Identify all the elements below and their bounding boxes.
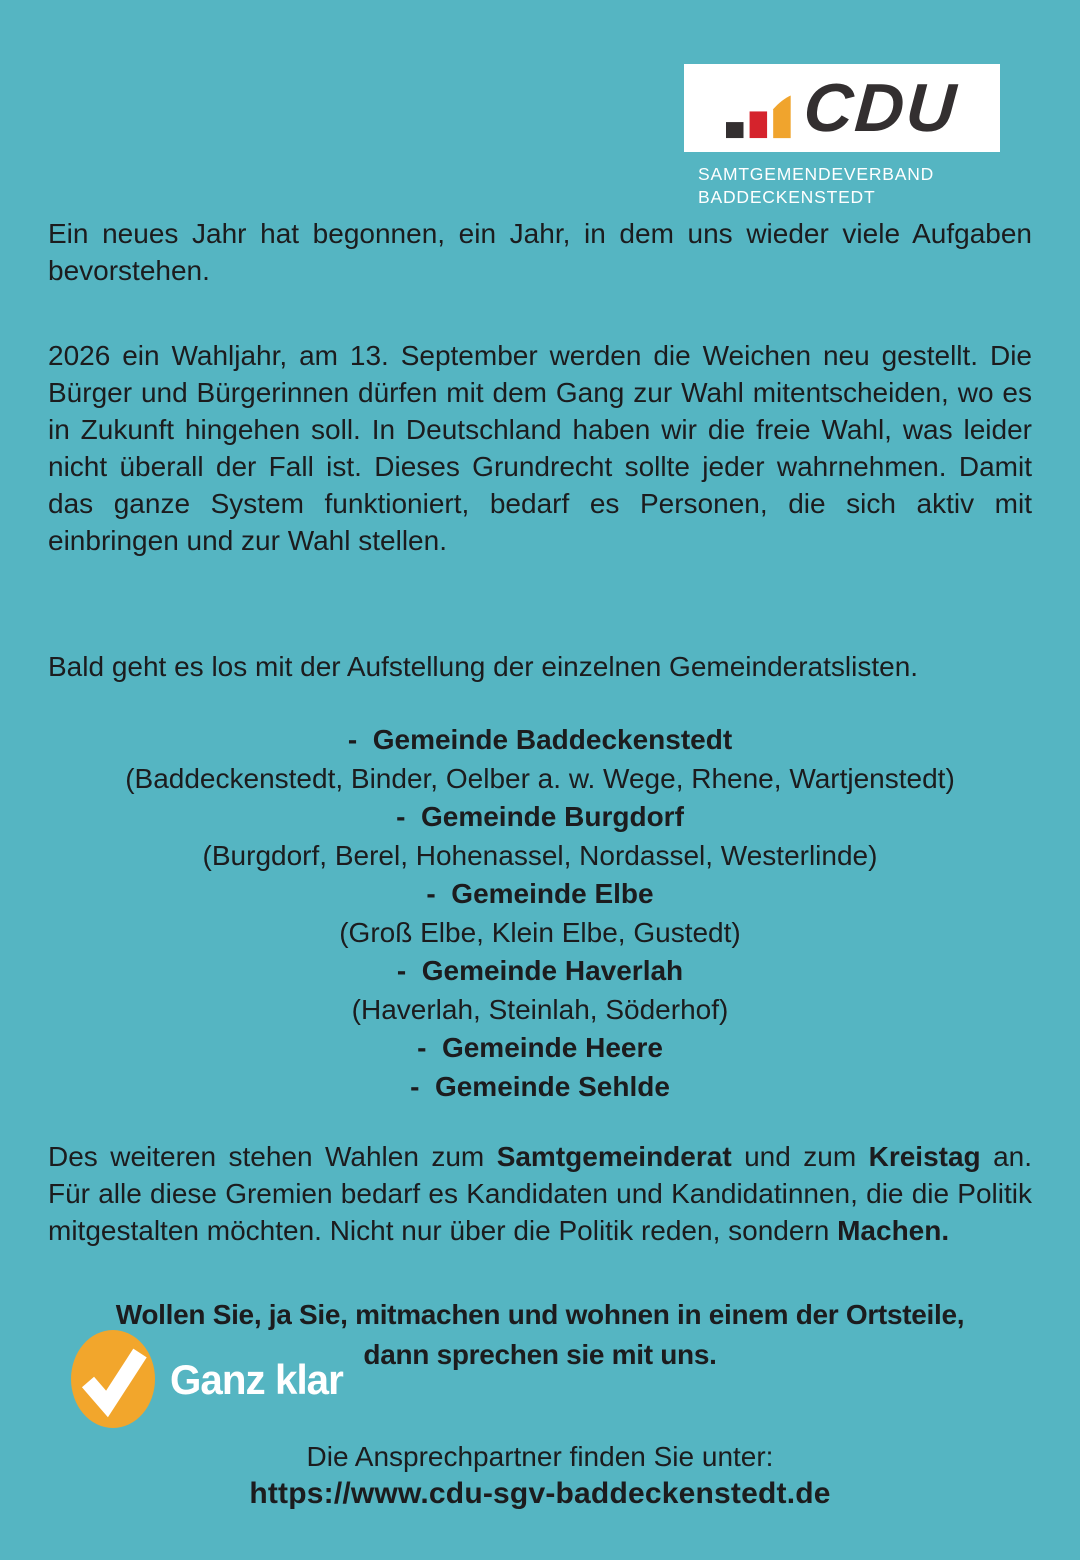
bold-text-segment: Kreistag xyxy=(868,1141,981,1172)
bold-text-segment: Samtgemeinderat xyxy=(496,1141,732,1172)
elections-bodies-paragraph xyxy=(48,1138,1032,1249)
footer-contact-line: Die Ansprechpartner finden Sie unter: xyxy=(306,1441,774,1472)
cdu-logo-box xyxy=(684,64,1000,152)
text-segment: Des weiteren stehen Wahlen zum xyxy=(48,1141,497,1172)
intro-paragraph: Ein neues Jahr hat begonnen, ein Jahr, in dem uns wieder viele Aufgaben bevorstehen. xyxy=(48,218,1032,286)
gemeinde-list-sub: (Burgdorf, Berel, Hohenassel, Nordassel, Westerlinde) xyxy=(202,839,878,871)
gemeinde-list-sub: (Baddeckenstedt, Binder, Oelber a. w. Wege, Rhene, Wartjenstedt) xyxy=(125,762,955,794)
gemeinde-list-line: - Gemeinde Burgdorf xyxy=(396,801,684,832)
gemeinde-list-line: - Gemeinde Baddeckenstedt xyxy=(347,724,733,755)
ganz-klar-label: Ganz klar xyxy=(170,1356,343,1403)
gemeinde-list-line: - Gemeinde Elbe xyxy=(426,878,654,909)
invitation-line-2: dann sprechen sie mit uns. xyxy=(363,1339,717,1370)
invitation-line-1: Wollen Sie, ja Sie, mitmachen und wohnen in einem der Ortsteile, xyxy=(115,1299,965,1330)
text-segment: an. Für alle diese Gremien bedarf es Kandidaten und Kandidatinnen, die die Politik mitgestalten möchten. Nicht nur über die Politik reden, sondern xyxy=(48,1141,1033,1246)
text-segment: und zum xyxy=(731,1141,869,1172)
org-name-line2: BADDECKENSTEDT xyxy=(698,187,876,207)
gemeinde-list-sub: (Haverlah, Steinlah, Söderhof) xyxy=(351,993,729,1025)
gemeinde-list-sub: (Groß Elbe, Klein Elbe, Gustedt) xyxy=(339,916,741,948)
org-name xyxy=(684,163,1000,209)
cdu-logo xyxy=(684,64,1000,209)
check-icon xyxy=(71,1330,155,1428)
lists-announcement-paragraph: Bald geht es los mit der Aufstellung der einzelnen Gemeinderatslisten. xyxy=(48,651,919,682)
gemeinde-list xyxy=(48,721,1032,1106)
cdu-wordmark: CDU xyxy=(801,70,961,146)
cdu-bars-icon xyxy=(726,93,796,139)
gemeinde-list-line: - Gemeinde Sehlde xyxy=(410,1070,670,1102)
website-url[interactable]: https://www.cdu-sgv-baddeckenstedt.de xyxy=(249,1477,831,1510)
gemeinde-list-line: - Gemeinde Heere xyxy=(417,1032,663,1063)
bold-text-segment: Machen. xyxy=(837,1215,950,1246)
gemeinde-list-line: - Gemeinde Haverlah xyxy=(396,955,684,986)
org-name-line1: SAMTGEMENDEVERBAND xyxy=(698,164,935,184)
election-year-paragraph: 2026 ein Wahljahr, am 13. September werden die Weichen neu gestellt. Die Bürger und Bürgerinnen dürfen mit dem Gang zur Wahl mitentscheiden, wo es in Zukunft hingehen soll. In Deutschland haben wir die freie Wahl, was leider nicht überall der Fall ist. Dieses Grundrecht sollte jeder wahrnehmen. Damit das ganze System funktioniert, bedarf es Personen, die sich aktiv mit einbringen und zur Wahl stellen. xyxy=(48,340,1032,556)
